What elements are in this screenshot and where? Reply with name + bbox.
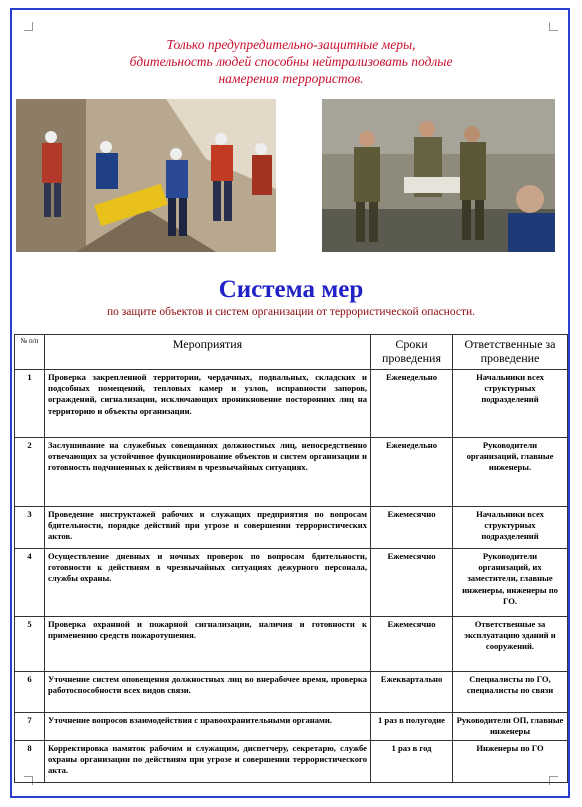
photo-soldiers-carrying-victim bbox=[322, 99, 555, 252]
row-period: Еженедельно bbox=[371, 370, 453, 438]
row-period: Еженедельно bbox=[371, 438, 453, 507]
photo-rescue-workers bbox=[16, 99, 276, 252]
table-row bbox=[15, 549, 568, 617]
row-number: 6 bbox=[15, 672, 45, 713]
row-period: 1 раз в полугодие bbox=[371, 713, 453, 741]
crop-mark bbox=[24, 22, 33, 31]
row-responsible: Руководители организаций, главные инженеры. bbox=[453, 438, 568, 507]
row-responsible: Руководители ОП, главные инженеры bbox=[453, 713, 568, 741]
document-subtitle: по защите объектов и систем организации от террористической опасности. bbox=[106, 306, 476, 318]
table-header-row bbox=[15, 335, 568, 370]
row-measure: Заслушивание на служебных совещаниях должностных лиц, непосредственно отвечающих за устойчивое функционирование объектов и систем организации и готовность подчиненных к действиям в чрезвычайных ситуациях. bbox=[45, 438, 371, 507]
row-measure: Проверка закрепленной территории, чердачных, подвальных, складских и подсобных помещений, тепловых камер и узлов, исправности запоров, ограждений, сигнализации, исключающих проникновение посторонних лиц на территорию и объекты организации. bbox=[45, 370, 371, 438]
slogan-line: намерения террористов. bbox=[218, 71, 364, 86]
row-responsible: Начальники всех структурных подразделений bbox=[453, 370, 568, 438]
row-period: 1 раз в год bbox=[371, 741, 453, 783]
column-header-num: № п/п bbox=[15, 335, 45, 370]
column-header-responsible: Ответственные за проведение bbox=[453, 335, 568, 370]
table-row bbox=[15, 507, 568, 549]
row-number: 1 bbox=[15, 370, 45, 438]
document-title: Система мер bbox=[218, 276, 364, 303]
row-number: 7 bbox=[15, 713, 45, 741]
row-period: Ежемесячно bbox=[371, 617, 453, 672]
row-measure: Проведение инструктажей рабочих и служащих предприятия по вопросам бдительности, порядке действий при угрозе и совершении террористических актов. bbox=[45, 507, 371, 549]
row-number: 2 bbox=[15, 438, 45, 507]
table-row bbox=[15, 438, 568, 507]
measures-table bbox=[14, 334, 568, 783]
row-number: 3 bbox=[15, 507, 45, 549]
row-measure: Корректировка памяток рабочим и служащим, диспетчеру, секретарю, службе охраны организации по действиям при угрозе и совершении террористического акта. bbox=[45, 741, 371, 783]
row-measure: Уточнение систем оповещения должностных лиц во внерабочее время, проверка работоспособности всех видов связи. bbox=[45, 672, 371, 713]
table-row bbox=[15, 741, 568, 783]
table-row bbox=[15, 672, 568, 713]
row-measure: Уточнение вопросов взаимодействия с правоохранительными органами. bbox=[45, 713, 371, 741]
column-header-measure: Мероприятия bbox=[45, 335, 371, 370]
row-responsible: Начальники всех структурных подразделений bbox=[453, 507, 568, 549]
row-period: Ежеквартально bbox=[371, 672, 453, 713]
table-row bbox=[15, 370, 568, 438]
row-number: 5 bbox=[15, 617, 45, 672]
row-measure: Проверка охранной и пожарной сигнализации, наличия и готовности к применению средств пожаротушения. bbox=[45, 617, 371, 672]
row-responsible: Руководители организаций, их заместители, главные инженеры, инженеры по ГО. bbox=[453, 549, 568, 617]
row-responsible: Специалисты по ГО, специалисты по связи bbox=[453, 672, 568, 713]
slogan-line: бдительность людей способны нейтрализовать подлые bbox=[129, 54, 453, 69]
crop-mark bbox=[549, 22, 558, 31]
slogan bbox=[40, 36, 542, 87]
row-period: Ежемесячно bbox=[371, 549, 453, 617]
slogan-line: Только предупредительно-защитные меры, bbox=[166, 37, 416, 52]
table-row bbox=[15, 617, 568, 672]
row-number: 8 bbox=[15, 741, 45, 783]
row-responsible: Ответственные за эксплуатацию зданий и сооружений. bbox=[453, 617, 568, 672]
column-header-period: Сроки проведения bbox=[371, 335, 453, 370]
row-responsible: Инженеры по ГО bbox=[453, 741, 568, 783]
row-number: 4 bbox=[15, 549, 45, 617]
row-measure: Осуществление дневных и ночных проверок по вопросам бдительности, готовности к действиям в чрезвычайных ситуациях дежурного персонала, службы охраны. bbox=[45, 549, 371, 617]
row-period: Ежемесячно bbox=[371, 507, 453, 549]
table-row bbox=[15, 713, 568, 741]
